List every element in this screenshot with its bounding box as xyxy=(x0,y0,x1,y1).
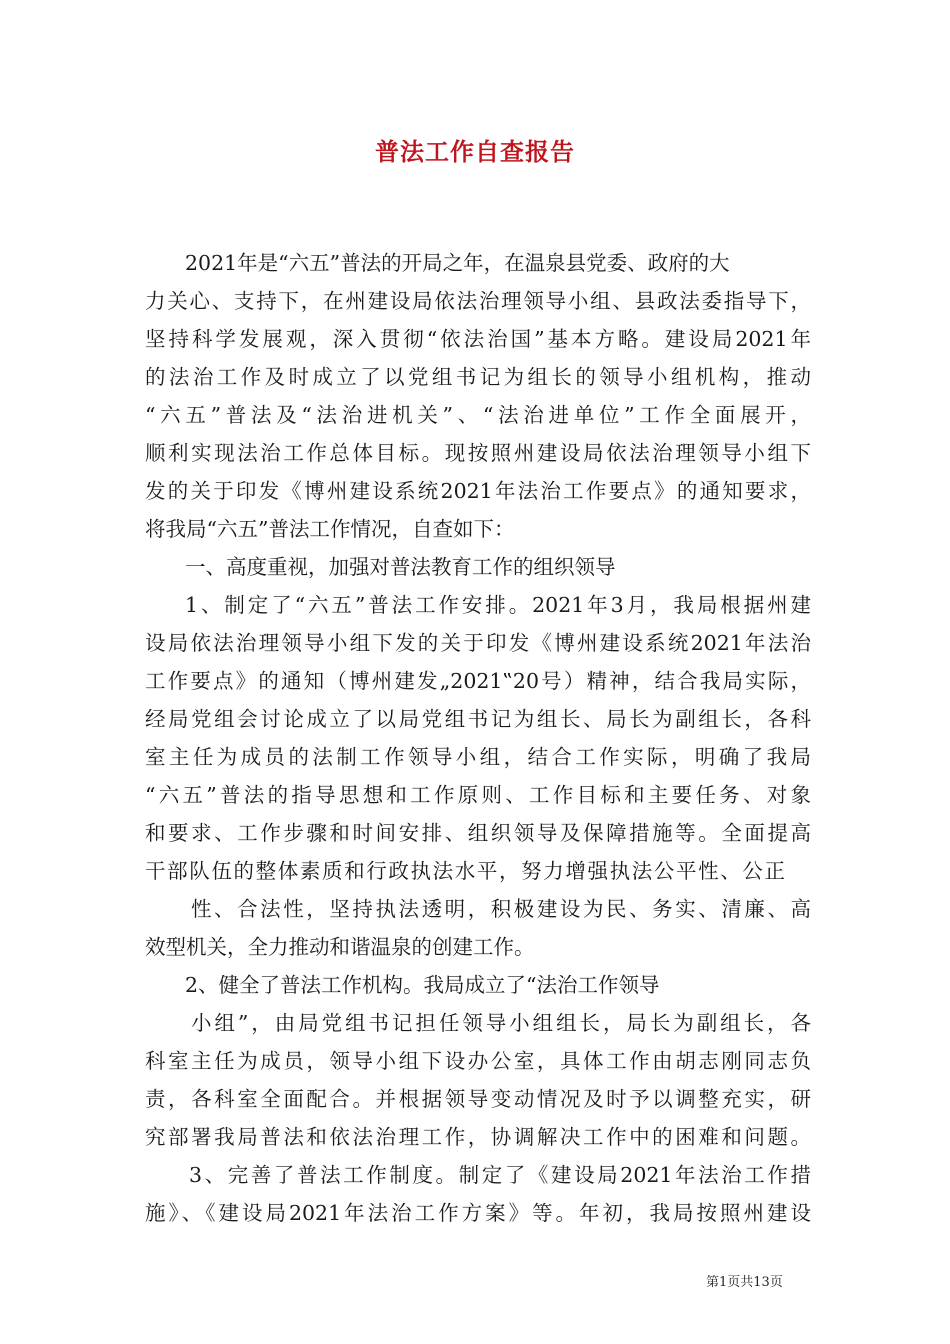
text-line: “六五”普法及“法治进机关”、“法治进单位”工作全面展开， xyxy=(145,403,811,427)
text-line: 1、制定了“六五”普法工作安排。2021年3月，我局根据州建 xyxy=(185,593,811,617)
text-line: 责，各科室全面配合。并根据领导变动情况及时予以调整充实，研 xyxy=(145,1087,811,1111)
text-line: 干部队伍的整体素质和行政执法水平，努力增强执法公平性、公正 xyxy=(145,859,785,883)
text-line: “六五”普法的指导思想和工作原则、工作目标和主要任务、对象 xyxy=(145,783,811,807)
text-line: 究部署我局普法和依法治理工作，协调解决工作中的困难和问题。 xyxy=(145,1125,811,1149)
text-line: 2021年是“六五”普法的开局之年，在温泉县党委、政府的大 xyxy=(185,251,730,275)
text-line: 设局依法治理领导小组下发的关于印发《博州建设系统2021年法治 xyxy=(145,631,811,655)
text-line: 效型机关，全力推动和谐温泉的创建工作。 xyxy=(145,935,535,959)
text-line: 坚持科学发展观，深入贯彻“依法治国”基本方略。建设局2021年 xyxy=(145,327,811,351)
text-line: 顺利实现法治工作总体目标。现按照州建设局依法治理领导小组下 xyxy=(145,441,811,465)
text-line: 小组”，由局党组书记担任领导小组组长，局长为副组长，各 xyxy=(191,1011,811,1035)
text-line: 工作要点》的通知（博州建发„2021‟20号）精神，结合我局实际， xyxy=(145,669,811,693)
text-line: 科室主任为成员，领导小组下设办公室，具体工作由胡志刚同志负 xyxy=(145,1049,811,1073)
page-number: 第1页共13页 xyxy=(706,1275,783,1290)
text-line: 2、健全了普法工作机构。我局成立了“法治工作领导 xyxy=(185,973,660,997)
text-line: 和要求、工作步骤和时间安排、组织领导及保障措施等。全面提高 xyxy=(145,821,811,845)
text-line: 3、完善了普法工作制度。制定了《建设局2021年法治工作措 xyxy=(189,1163,811,1187)
text-line: 施》、《建设局2021年法治工作方案》等。年初，我局按照州建设 xyxy=(145,1201,811,1225)
document-title: 普法工作自查报告 xyxy=(375,137,575,166)
text-line: 发的关于印发《博州建设系统2021年法治工作要点》的通知要求， xyxy=(145,479,811,503)
text-line: 的法治工作及时成立了以党组书记为组长的领导小组机构，推动 xyxy=(145,365,811,389)
text-line: 室主任为成员的法制工作领导小组，结合工作实际，明确了我局 xyxy=(145,745,811,769)
section-heading: 一、高度重视，加强对普法教育工作的组织领导 xyxy=(185,555,616,579)
text-line: 将我局“六五”普法工作情况，自查如下： xyxy=(145,517,515,541)
text-line: 经局党组会讨论成立了以局党组书记为组长、局长为副组长，各科 xyxy=(145,707,811,731)
text-line: 力关心、支持下，在州建设局依法治理领导小组、县政法委指导下， xyxy=(145,289,811,313)
text-line: 性、合法性，坚持执法透明，积极建设为民、务实、清廉、高 xyxy=(191,897,811,921)
